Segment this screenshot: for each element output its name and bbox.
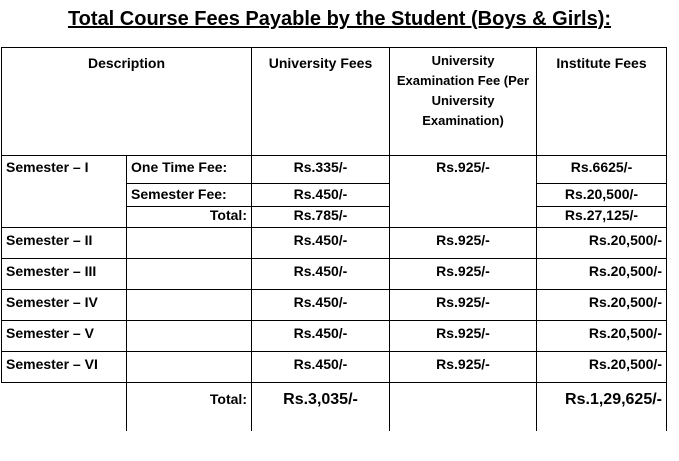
uni-semester-1-total: Rs.785/- [252, 207, 390, 228]
header-description: Description [2, 48, 252, 156]
inst-fee: Rs.20,500/- [537, 228, 667, 259]
table-row [2, 352, 667, 383]
semester-1-exam-fee: Rs.925/- [390, 156, 537, 228]
empty-cell [2, 383, 127, 432]
inst-fee: Rs.20,500/- [537, 259, 667, 290]
empty-cell [127, 352, 252, 383]
uni-one-time-fee: Rs.335/- [252, 156, 390, 184]
inst-fee: Rs.20,500/- [537, 352, 667, 383]
inst-fee: Rs.20,500/- [537, 321, 667, 352]
semester-fee-label: Semester Fee: [127, 184, 252, 207]
page-title: Total Course Fees Payable by the Student (Boys & Girls): [67, 8, 612, 30]
uni-fee: Rs.450/- [252, 228, 390, 259]
fees-table [1, 47, 667, 431]
grand-total-row [2, 383, 667, 432]
empty-cell [127, 290, 252, 321]
exam-fee: Rs.925/- [390, 290, 537, 321]
semester-label: Semester – V [2, 321, 127, 352]
inst-semester-fee: Rs.20,500/- [537, 184, 667, 207]
uni-fee: Rs.450/- [252, 290, 390, 321]
one-time-fee-label: One Time Fee: [127, 156, 252, 184]
table-row [2, 321, 667, 352]
header-exam-fee: University Examination Fee (Per University Examination) [390, 48, 537, 156]
inst-one-time-fee: Rs.6625/- [537, 156, 667, 184]
semester-1-total-label: Total: [127, 207, 252, 228]
grand-total-inst: Rs.1,29,625/- [537, 383, 667, 432]
exam-fee: Rs.925/- [390, 259, 537, 290]
inst-fee: Rs.20,500/- [537, 290, 667, 321]
semester-1-label: Semester – I [2, 156, 127, 228]
fees-table-container [1, 47, 667, 431]
empty-cell [127, 228, 252, 259]
semester-label: Semester – III [2, 259, 127, 290]
grand-total-uni: Rs.3,035/- [252, 383, 390, 432]
table-header-row [2, 48, 667, 156]
semester-label: Semester – IV [2, 290, 127, 321]
table-row [2, 228, 667, 259]
table-row [2, 290, 667, 321]
exam-fee: Rs.925/- [390, 228, 537, 259]
uni-semester-fee: Rs.450/- [252, 184, 390, 207]
uni-fee: Rs.450/- [252, 352, 390, 383]
empty-cell [390, 383, 537, 432]
table-row [2, 259, 667, 290]
uni-fee: Rs.450/- [252, 321, 390, 352]
exam-fee: Rs.925/- [390, 321, 537, 352]
inst-semester-1-total: Rs.27,125/- [537, 207, 667, 228]
uni-fee: Rs.450/- [252, 259, 390, 290]
empty-cell [127, 321, 252, 352]
semester-label: Semester – II [2, 228, 127, 259]
table-row [2, 156, 667, 184]
header-university-fees: University Fees [252, 48, 390, 156]
semester-label: Semester – VI [2, 352, 127, 383]
header-institute-fees: Institute Fees [537, 48, 667, 156]
grand-total-label: Total: [127, 383, 252, 432]
empty-cell [127, 259, 252, 290]
exam-fee: Rs.925/- [390, 352, 537, 383]
